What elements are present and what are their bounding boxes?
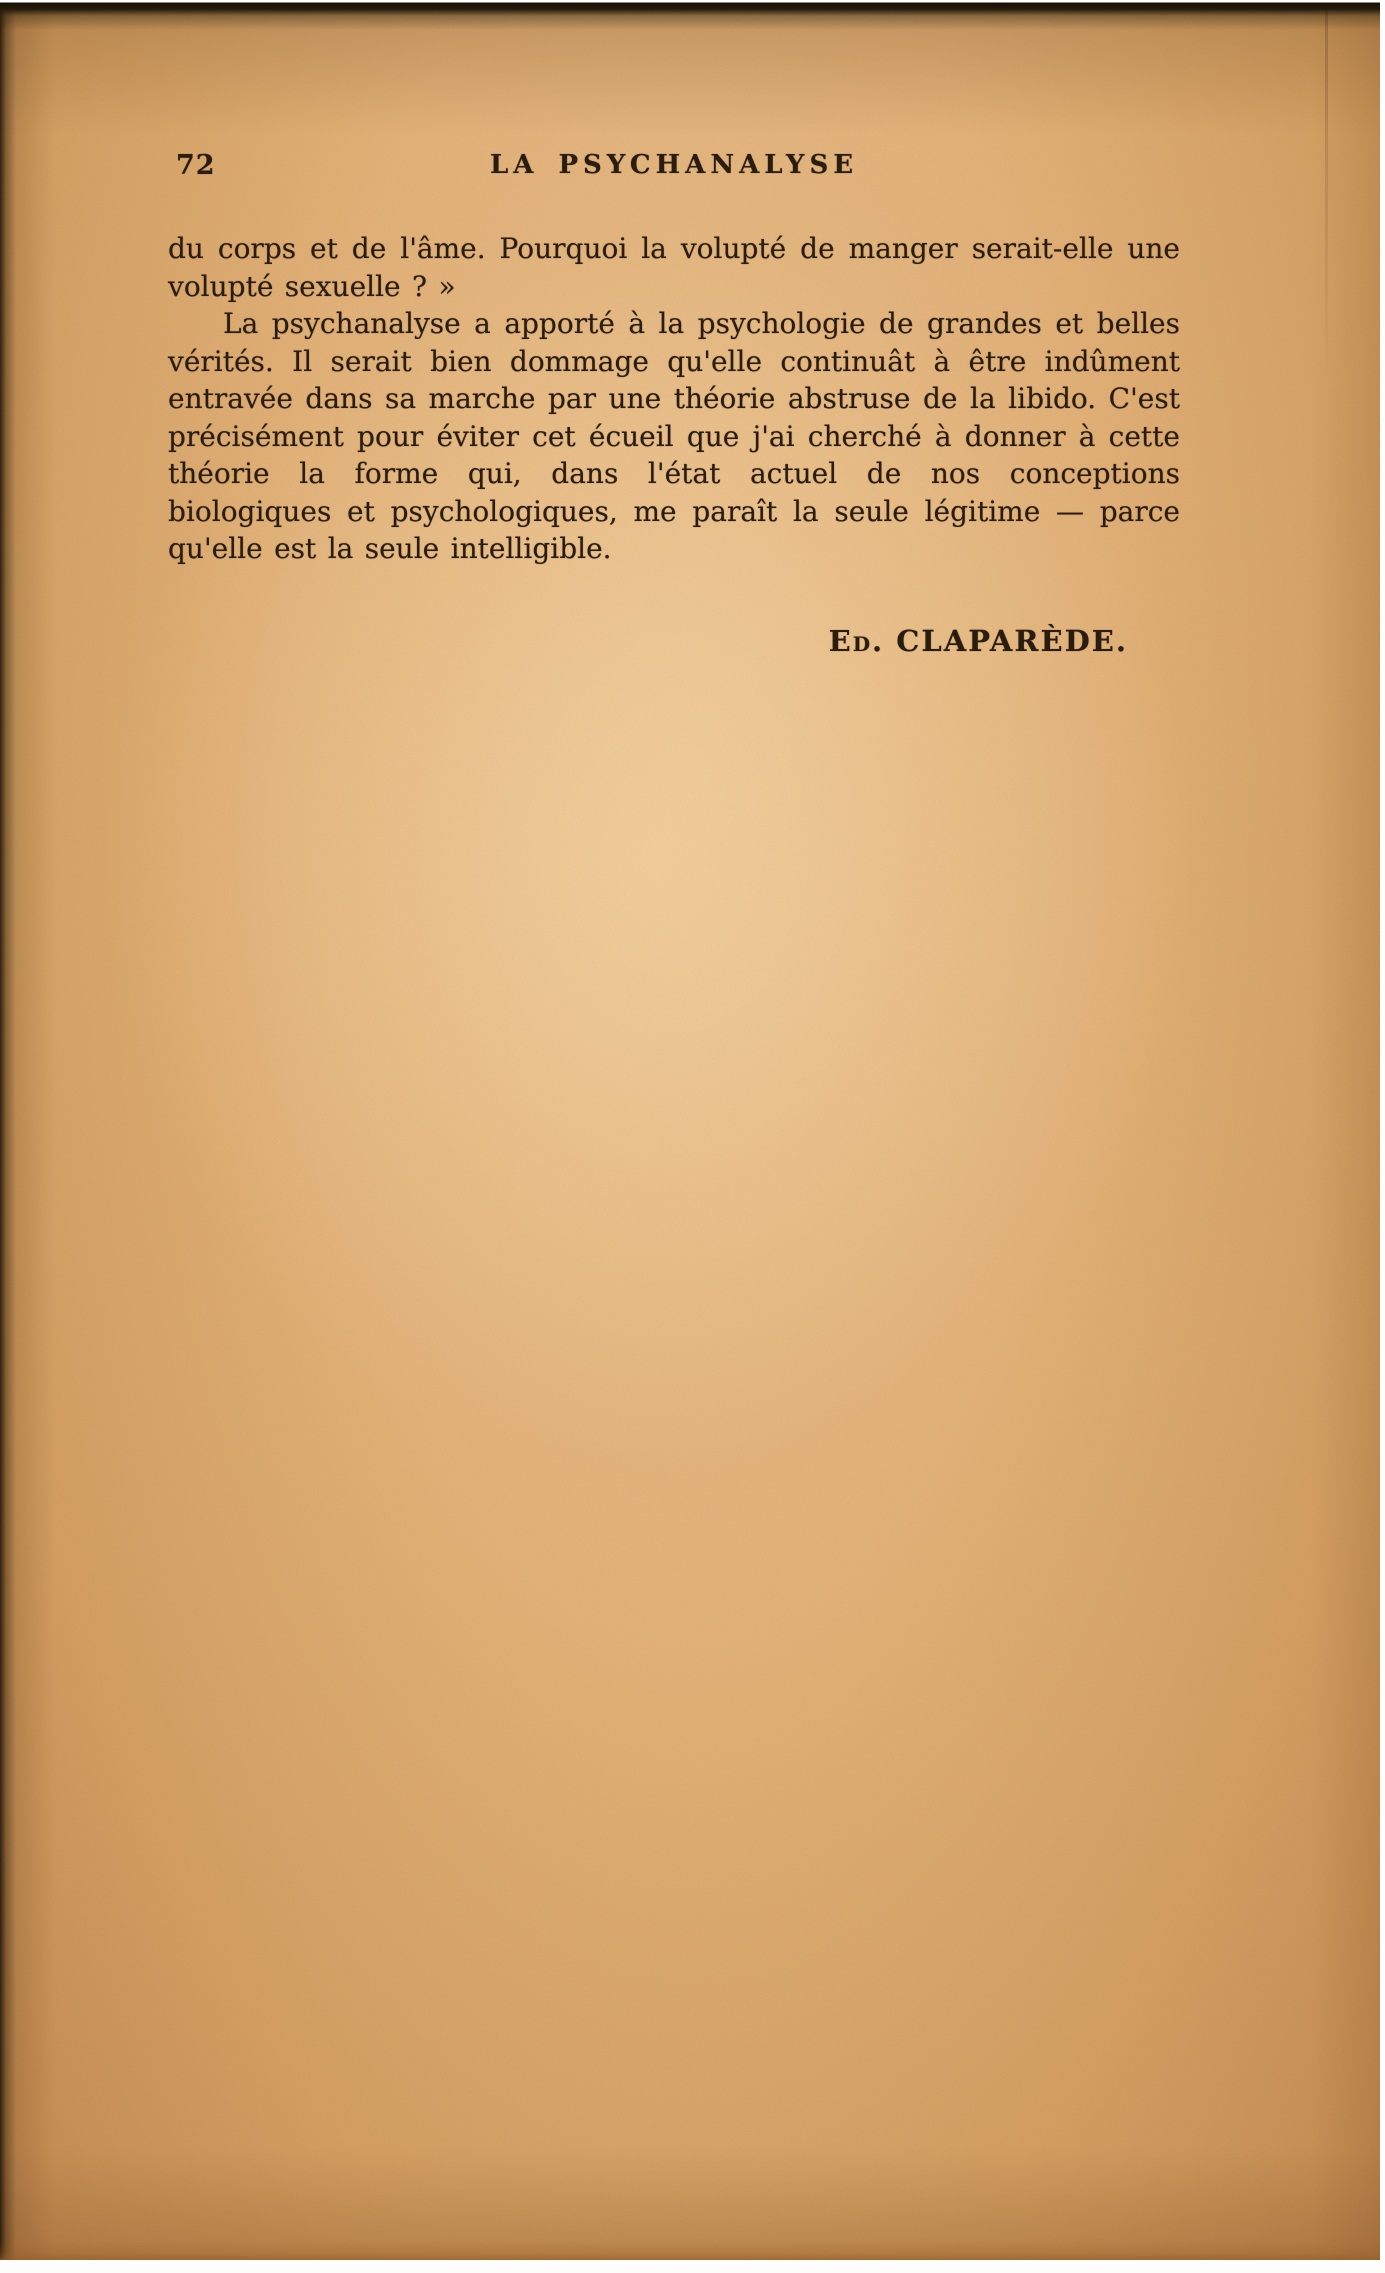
paper-crease: [1325, 0, 1328, 420]
signature-initials: Ed.: [828, 623, 885, 658]
running-title: LA PSYCHANALYSE: [489, 150, 859, 180]
paragraph-main: La psychanalyse a apporté à la psychologie de grandes et belles vérités. Il serait bien dommage qu'elle continuât à être indûment entravée dans sa marche par une théorie abstruse de la libido. C'est précisément pour éviter cet écueil que j'ai cherché à donner à cette théorie la forme qui, dans l'état actuel de nos conceptions biologiques et psychologiques, me paraît la seule légitime — parce qu'elle est la seule intelligible.: [168, 307, 1180, 565]
signature-name: CLAPARÈDE.: [896, 623, 1128, 658]
page-header: [168, 150, 1180, 186]
page-edge-bottom: [0, 2240, 1380, 2260]
author-signature: [168, 624, 1180, 658]
page-number: 72: [176, 150, 216, 181]
scan-edge-left: [0, 0, 16, 2260]
body-text: [168, 230, 1180, 568]
printed-text-block: [168, 150, 1180, 658]
scan-edge-top: [0, 0, 1380, 30]
paragraph-continuation: du corps et de l'âme. Pourquoi la volupté de manger serait-elle une volupté sexuelle ? »: [168, 232, 1180, 303]
